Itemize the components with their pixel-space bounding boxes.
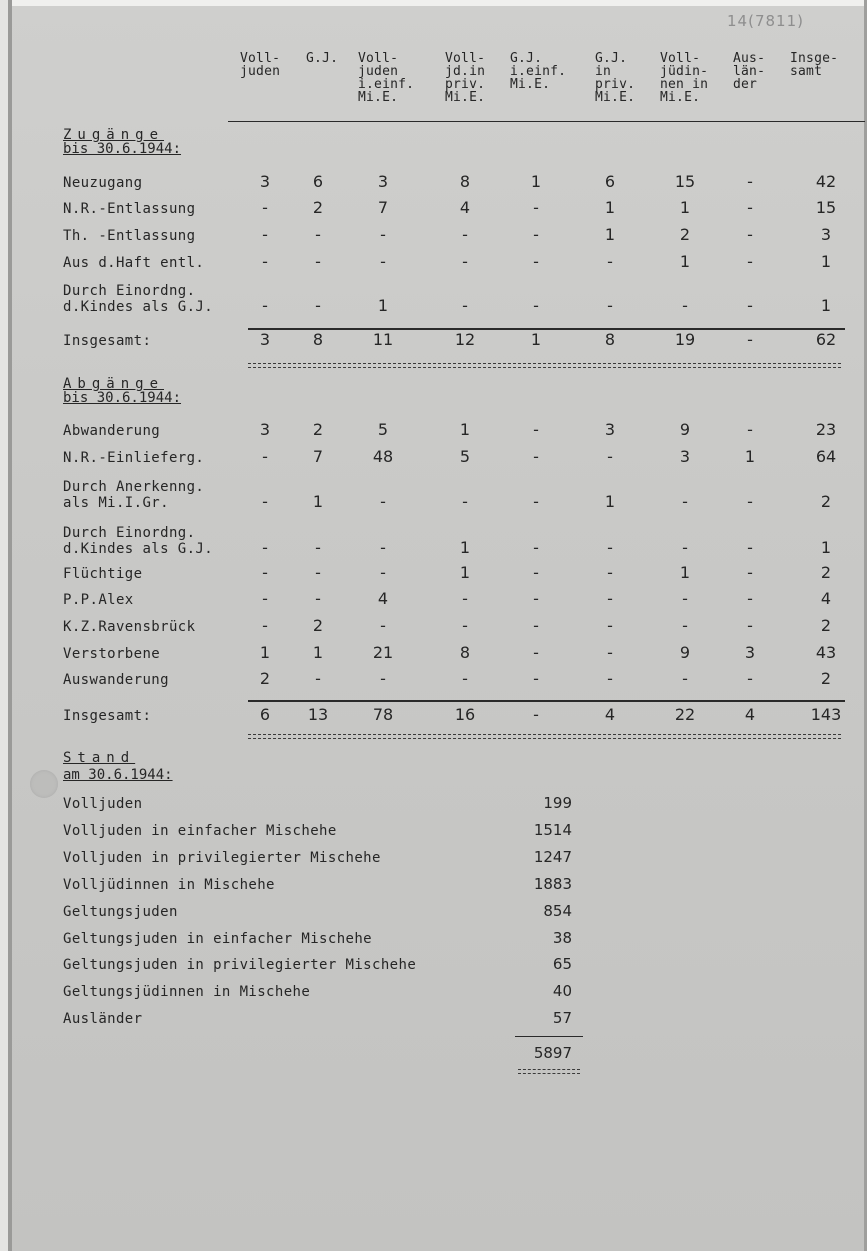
cell-value: 1 [259, 643, 271, 662]
cell-value: - [262, 198, 268, 217]
cell-value: 64 [815, 447, 837, 466]
stand-label: Volljuden in privilegierter Mischehe [63, 850, 381, 866]
section-title [63, 751, 135, 765]
cell-value: - [747, 252, 753, 271]
cell-value: 3 [604, 420, 616, 439]
row-label: Durch Einordng. [63, 283, 196, 299]
cell-value: 6 [312, 172, 324, 191]
cell-value: - [533, 420, 539, 439]
total-value: 12 [454, 330, 476, 349]
cell-value: 8 [459, 172, 471, 191]
cell-value: 1 [679, 563, 691, 582]
section-date-text: bis 30.6.1944: [63, 141, 182, 157]
cell-value: - [315, 538, 321, 557]
total-rule [248, 700, 845, 702]
cell-value: - [533, 447, 539, 466]
column-header: Voll- juden [240, 51, 281, 79]
total-rule [248, 328, 845, 330]
section-date [63, 142, 181, 156]
row-label: Neuzugang [63, 175, 143, 191]
section-date-text: bis 30.6.1944: [63, 390, 182, 406]
cell-value: 3 [377, 172, 389, 191]
cell-value: - [462, 225, 468, 244]
cell-value: - [533, 643, 539, 662]
cell-value: - [747, 563, 753, 582]
cell-value: 21 [372, 643, 394, 662]
cell-value: - [747, 669, 753, 688]
cell-value: 2 [820, 492, 832, 511]
cell-value: 7 [377, 198, 389, 217]
cell-value: 2 [259, 669, 271, 688]
cell-value: - [533, 492, 539, 511]
column-header: Voll- jüdin- nen in Mi.E. [660, 51, 709, 105]
total-value: 4 [744, 705, 756, 724]
total-value: 16 [454, 705, 476, 724]
cell-value: 15 [674, 172, 696, 191]
cell-value: 4 [377, 589, 389, 608]
cell-value: 2 [679, 225, 691, 244]
cell-value: - [380, 669, 386, 688]
cell-value: - [315, 589, 321, 608]
stand-label: Geltungsjuden in privilegierter Mischehe [63, 957, 417, 973]
cell-value: - [533, 589, 539, 608]
stand-value: 1514 [533, 821, 572, 839]
row-label: N.R.-Einlieferg. [63, 450, 205, 466]
cell-value: 1 [459, 563, 471, 582]
total-value: 1 [530, 330, 542, 349]
cell-value: - [315, 563, 321, 582]
stand-value: 38 [552, 929, 572, 947]
cell-value: - [462, 669, 468, 688]
row-label-continued: als Mi.I.Gr. [63, 495, 169, 511]
total-value: - [747, 330, 753, 349]
stand-label: Volljüdinnen in Mischehe [63, 877, 275, 893]
cell-value: - [462, 296, 468, 315]
cell-value: - [747, 492, 753, 511]
cell-value: 2 [820, 669, 832, 688]
stand-label: Volljuden in einfacher Mischehe [63, 823, 337, 839]
cell-value: 23 [815, 420, 837, 439]
cell-value: - [747, 589, 753, 608]
cell-value: - [607, 669, 613, 688]
cell-value: 3 [259, 420, 271, 439]
cell-value: - [262, 296, 268, 315]
row-label: Auswanderung [63, 672, 169, 688]
cell-value: 1 [459, 538, 471, 557]
total-value: 3 [259, 330, 271, 349]
row-label: Abwanderung [63, 423, 161, 439]
stand-value: 854 [543, 902, 572, 920]
section-title [63, 377, 164, 391]
cell-value: 3 [679, 447, 691, 466]
cell-value: 1 [459, 420, 471, 439]
row-label: Aus d.Haft entl. [63, 255, 205, 271]
cell-value: - [380, 563, 386, 582]
row-label: Th. -Entlassung [63, 228, 196, 244]
cell-value: - [747, 198, 753, 217]
total-value: 62 [815, 330, 837, 349]
total-value: 143 [810, 705, 842, 724]
total-value: 11 [372, 330, 394, 349]
cell-value: 8 [459, 643, 471, 662]
cell-value: - [262, 616, 268, 635]
row-label-continued: d.Kindes als G.J. [63, 299, 214, 315]
cell-value: - [682, 296, 688, 315]
cell-value: - [533, 252, 539, 271]
row-label-continued: d.Kindes als G.J. [63, 541, 214, 557]
cell-value: 1 [820, 538, 832, 557]
cell-value: - [607, 616, 613, 635]
cell-value: 48 [372, 447, 394, 466]
cell-value: - [462, 252, 468, 271]
cell-value: - [533, 225, 539, 244]
cell-value: 1 [312, 643, 324, 662]
column-header: G.J. i.einf. Mi.E. [510, 51, 567, 92]
cell-value: - [607, 447, 613, 466]
cell-value: - [262, 225, 268, 244]
section-date [63, 391, 181, 405]
page-edge-left [0, 0, 8, 1251]
cell-value: - [533, 296, 539, 315]
total-label: Insgesamt: [63, 708, 152, 724]
stand-total: 5897 [533, 1044, 572, 1062]
cell-value: - [747, 172, 753, 191]
row-label: N.R.-Entlassung [63, 201, 196, 217]
row-label: K.Z.Ravensbrück [63, 619, 196, 635]
punch-hole [30, 770, 58, 798]
row-label: P.P.Alex [63, 592, 134, 608]
cell-value: - [462, 589, 468, 608]
cell-value: - [607, 563, 613, 582]
cell-value: 9 [679, 420, 691, 439]
total-value: 13 [307, 705, 329, 724]
cell-value: - [262, 538, 268, 557]
cell-value: 9 [679, 643, 691, 662]
cell-value: - [315, 252, 321, 271]
cell-value: 1 [530, 172, 542, 191]
cell-value: - [533, 538, 539, 557]
cell-value: 1 [312, 492, 324, 511]
cell-value: - [380, 225, 386, 244]
cell-value: - [315, 296, 321, 315]
section-date-text: am 30.6.1944: [63, 767, 173, 783]
stand-value: 65 [552, 955, 572, 973]
archive-number: 14(7811) [727, 12, 804, 30]
cell-value: - [262, 492, 268, 511]
cell-value: - [533, 669, 539, 688]
cell-value: - [607, 643, 613, 662]
cell-value: 1 [604, 492, 616, 511]
cell-value: - [682, 492, 688, 511]
stand-sum-rule [515, 1036, 583, 1037]
cell-value: - [380, 492, 386, 511]
cell-value: - [262, 252, 268, 271]
column-header: Voll- jd.in priv. Mi.E. [445, 51, 486, 105]
page-edge-shadow [8, 0, 12, 1251]
cell-value: 2 [820, 616, 832, 635]
cell-value: 2 [312, 616, 324, 635]
double-underline [248, 734, 841, 739]
cell-value: 1 [604, 225, 616, 244]
total-value: - [533, 705, 539, 724]
cell-value: - [315, 225, 321, 244]
cell-value: - [747, 616, 753, 635]
cell-value: 4 [820, 589, 832, 608]
cell-value: - [380, 616, 386, 635]
row-label: Flüchtige [63, 566, 143, 582]
stand-value: 199 [543, 794, 572, 812]
stand-label: Geltungsjüdinnen in Mischehe [63, 984, 311, 1000]
cell-value: - [747, 225, 753, 244]
row-label: Verstorbene [63, 646, 161, 662]
total-value: 6 [259, 705, 271, 724]
section-date [63, 768, 173, 782]
cell-value: - [380, 252, 386, 271]
row-label: Durch Anerkenng. [63, 479, 205, 495]
cell-value: - [682, 669, 688, 688]
cell-value: 6 [604, 172, 616, 191]
cell-value: 1 [604, 198, 616, 217]
total-value: 22 [674, 705, 696, 724]
cell-value: 2 [820, 563, 832, 582]
total-value: 8 [604, 330, 616, 349]
stand-value: 57 [552, 1009, 572, 1027]
cell-value: 2 [312, 198, 324, 217]
cell-value: - [682, 616, 688, 635]
cell-value: - [607, 252, 613, 271]
cell-value: - [747, 296, 753, 315]
cell-value: - [747, 538, 753, 557]
stand-label: Ausländer [63, 1011, 143, 1027]
cell-value: - [682, 538, 688, 557]
cell-value: 7 [312, 447, 324, 466]
cell-value: - [262, 447, 268, 466]
page-edge-top [0, 0, 867, 6]
column-header: G.J. in priv. Mi.E. [595, 51, 636, 105]
cell-value: - [533, 198, 539, 217]
stand-label: Volljuden [63, 796, 143, 812]
cell-value: 1 [820, 252, 832, 271]
total-value: 19 [674, 330, 696, 349]
cell-value: - [262, 563, 268, 582]
cell-value: 42 [815, 172, 837, 191]
stand-value: 40 [552, 982, 572, 1000]
section-title-word: Stand [63, 750, 136, 766]
cell-value: - [262, 589, 268, 608]
cell-value: - [315, 669, 321, 688]
cell-value: - [462, 616, 468, 635]
row-label: Durch Einordng. [63, 525, 196, 541]
total-value: 8 [312, 330, 324, 349]
cell-value: 1 [820, 296, 832, 315]
cell-value: - [607, 589, 613, 608]
cell-value: - [607, 538, 613, 557]
column-header: Insge- samt [790, 51, 839, 79]
stand-value: 1883 [533, 875, 572, 893]
header-rule [228, 121, 865, 122]
cell-value: 5 [377, 420, 389, 439]
cell-value: - [533, 616, 539, 635]
section-title-word: Abgänge [63, 376, 165, 392]
total-value: 78 [372, 705, 394, 724]
cell-value: 15 [815, 198, 837, 217]
cell-value: 1 [679, 252, 691, 271]
cell-value: - [462, 492, 468, 511]
cell-value: 1 [377, 296, 389, 315]
section-title [63, 128, 164, 142]
total-value: 4 [604, 705, 616, 724]
cell-value: 1 [679, 198, 691, 217]
cell-value: - [533, 563, 539, 582]
double-underline [248, 363, 841, 368]
stand-label: Geltungsjuden in einfacher Mischehe [63, 931, 373, 947]
column-header: G.J. [306, 51, 339, 66]
section-title-word: Zugänge [63, 127, 165, 143]
cell-value: - [380, 538, 386, 557]
cell-value: 1 [744, 447, 756, 466]
cell-value: - [607, 296, 613, 315]
stand-double-underline [518, 1069, 580, 1074]
cell-value: 5 [459, 447, 471, 466]
column-header: Voll- juden i.einf. Mi.E. [358, 51, 415, 105]
cell-value: - [747, 420, 753, 439]
cell-value: 2 [312, 420, 324, 439]
cell-value: - [682, 589, 688, 608]
cell-value: 3 [820, 225, 832, 244]
cell-value: 3 [259, 172, 271, 191]
column-header: Aus- län- der [733, 51, 766, 92]
cell-value: 3 [744, 643, 756, 662]
stand-value: 1247 [533, 848, 572, 866]
total-label: Insgesamt: [63, 333, 152, 349]
stand-label: Geltungsjuden [63, 904, 178, 920]
cell-value: 43 [815, 643, 837, 662]
cell-value: 4 [459, 198, 471, 217]
